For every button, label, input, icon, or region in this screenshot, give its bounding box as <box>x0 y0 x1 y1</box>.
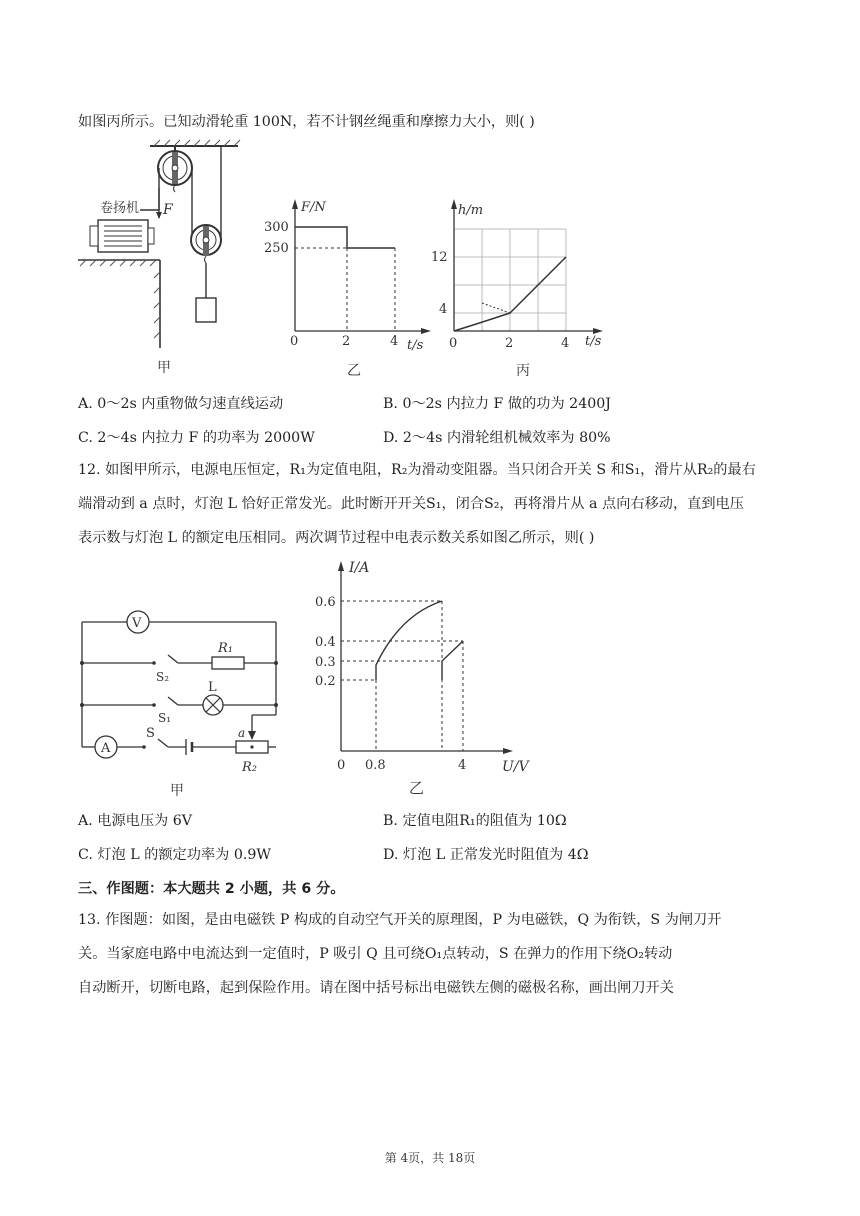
fig-jia-caption: 甲 <box>157 360 171 376</box>
y-tick-0.6: 0.6 <box>315 595 336 610</box>
y-axis-label: F/N <box>301 200 326 215</box>
x-axis-label: t/s <box>585 334 602 349</box>
r1-curve <box>442 641 463 680</box>
slider-point-a: a <box>238 726 246 740</box>
q12-option-b[interactable]: B. 定值电阻R₁的阻值为 10Ω <box>383 813 567 829</box>
q11-intro: 如图丙所示。已知动滑轮重 100N，若不计钢丝绳重和摩擦力大小，则( ) <box>78 114 535 130</box>
y-tick-12: 12 <box>431 250 448 265</box>
x-tick-0: 0 <box>290 334 299 349</box>
q11-option-a[interactable]: A. 0～2s 内重物做匀速直线运动 <box>78 396 284 412</box>
q12-option-a[interactable]: A. 电源电压为 6V <box>78 813 192 829</box>
x-tick-0: 0 <box>449 336 458 351</box>
lamp-label: L <box>208 680 217 695</box>
y-tick-0.2: 0.2 <box>315 674 336 689</box>
circuit-diagram <box>78 605 288 800</box>
graph-caption: 乙 <box>409 779 425 797</box>
x-axis-label: t/s <box>407 338 424 353</box>
y-axis-label: h/m <box>458 203 484 218</box>
circuit-caption: 甲 <box>170 783 184 799</box>
winch-label: 卷扬机 <box>100 201 140 216</box>
q13-line-2: 关。当家庭电路中电流达到一定值时，P 吸引 Q 且可绕O₁点转动，S 在弹力的作用下绕O₂转动 <box>78 946 673 962</box>
q11-option-d[interactable]: D. 2～4s 内滑轮组机械效率为 80% <box>383 430 611 446</box>
pulley-figure <box>70 138 250 378</box>
q12-option-c[interactable]: C. 灯泡 L 的额定功率为 0.9W <box>78 847 271 863</box>
switch-s1-label: S₁ <box>158 711 172 725</box>
y-tick-250: 250 <box>264 241 289 256</box>
y-tick-4: 4 <box>439 302 448 317</box>
q12-line-3: 表示数与灯泡 L 的额定电压相同。两次调节过程中电表示数关系如图乙所示，则( ) <box>78 530 595 546</box>
x-tick-0: 0 <box>337 758 346 773</box>
resistor-r2-label: R₂ <box>242 760 257 775</box>
current-voltage-graph <box>305 555 529 797</box>
page-footer: 第 4页，共 18页 <box>384 1151 476 1165</box>
x-tick-2: 2 <box>342 334 351 349</box>
x-tick-4: 4 <box>390 334 399 349</box>
q13-line-1: 13. 作图题：如图，是由电磁铁 P 构成的自动空气开关的原理图，P 为电磁铁，Q 为衔铁，S 为闸刀开 <box>78 912 722 928</box>
y-tick-300: 300 <box>264 220 289 235</box>
x-tick-0.8: 0.8 <box>365 758 386 773</box>
switch-s2-label: S₂ <box>156 670 170 684</box>
fig-yi-caption: 乙 <box>347 363 361 379</box>
y-axis-label: I/A <box>349 560 370 576</box>
q12-line-1: 12. 如图甲所示，电源电压恒定，R₁为定值电阻，R₂为滑动变阻器。当只闭合开关 S 和S₁，滑片从R₂的最右 <box>78 462 756 478</box>
force-time-graph <box>255 195 435 385</box>
x-tick-4: 4 <box>561 336 570 351</box>
height-time-graph <box>425 195 615 385</box>
resistor-r1-label: R₁ <box>218 641 233 656</box>
force-label: F <box>163 202 173 218</box>
y-tick-0.4: 0.4 <box>315 635 336 650</box>
fig-bing-caption: 丙 <box>516 363 530 379</box>
ammeter-symbol: A <box>101 741 111 756</box>
force-line <box>295 227 395 248</box>
x-axis-label: U/V <box>502 759 529 775</box>
q12-line-2: 端滑动到 a 点时，灯泡 L 恰好正常发光。此时断开开关S₁，闭合S₂，再将滑片从 a 点向右移动，直到电压 <box>78 496 744 512</box>
section-heading: 三、作图题：本大题共 2 小题，共 6 分。 <box>78 881 345 897</box>
q11-option-b[interactable]: B. 0～2s 内拉力 F 做的功为 2400J <box>383 396 611 412</box>
voltmeter-symbol: V <box>132 616 142 631</box>
x-tick-4: 4 <box>458 758 467 773</box>
q12-option-d[interactable]: D. 灯泡 L 正常发光时阻值为 4Ω <box>383 847 589 863</box>
q13-line-3: 自动断开，切断电路，起到保险作用。请在图中括号标出电磁铁左侧的磁极名称，画出闸刀开关 <box>78 980 674 996</box>
q11-option-c[interactable]: C. 2～4s 内拉力 F 的功率为 2000W <box>78 430 315 446</box>
x-tick-2: 2 <box>505 336 514 351</box>
switch-s-label: S <box>146 726 155 741</box>
y-tick-0.3: 0.3 <box>315 655 336 670</box>
